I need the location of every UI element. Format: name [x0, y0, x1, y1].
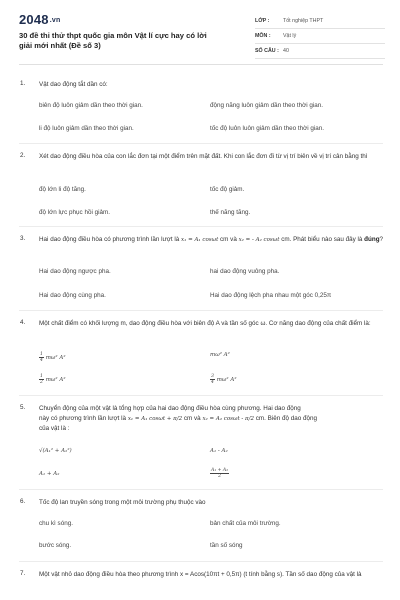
question-separator [19, 143, 383, 144]
question-text-line [39, 414, 384, 424]
question-text: Vật dao động tắt dần có: [39, 81, 108, 88]
denominator: 4 [211, 380, 214, 385]
question-text-line: của vật là : [39, 425, 70, 432]
question-separator [19, 489, 383, 490]
numerator: A₁ + A₂ [211, 468, 229, 473]
option-a[interactable]: độ lớn li độ tăng. [39, 186, 86, 193]
question-text-part: Hai dao động điều hòa có phương trình lần lượt là [39, 236, 180, 243]
numerator: 3 [211, 374, 214, 379]
option-d[interactable] [210, 374, 237, 385]
header [0, 0, 400, 64]
meta-row-subject [255, 29, 385, 44]
question-number: 6. [20, 498, 26, 505]
meta-row-count [255, 44, 385, 59]
option-d[interactable] [210, 468, 229, 479]
fraction [210, 374, 215, 385]
question-text: Một chất điểm có khối lượng m, dao động điều hòa với biên độ A và tần số góc ω. Cơ năng dao động của chất điểm là: [39, 320, 371, 327]
question-text-part: cm và [183, 415, 201, 422]
option-d[interactable]: Hai dao động lệch pha nhau một góc 0,25π [210, 292, 332, 299]
formula: mω² A² [45, 377, 66, 383]
option-c[interactable]: li độ luôn giảm dần theo thời gian. [39, 125, 134, 132]
question-number: 1. [20, 80, 26, 87]
fraction [39, 352, 44, 363]
document-meta [255, 14, 385, 59]
option-b[interactable]: A₁ - A₂ [210, 448, 228, 454]
question-separator [19, 226, 383, 227]
option-a[interactable]: Hai dao động ngược pha. [39, 268, 111, 275]
question-text-part: này có phương trình lần lượt là [39, 415, 127, 422]
logo-text: 2048 [19, 12, 49, 27]
question-text: Tốc độ lan truyền sóng trong một môi trường phụ thuộc vào [39, 499, 206, 506]
emphasis-text: đúng [364, 236, 380, 243]
numerator: 1 [40, 374, 43, 379]
question-text: Xét dao động điều hòa của con lắc đơn tại một điểm trên mặt đất. Khi con lắc đơn đi từ vị trí biên về vị trí cân bằng thì [39, 153, 368, 160]
meta-label: SỐ CÂU : [255, 48, 279, 54]
question-text-part: cm. Biên độ dao động [255, 415, 318, 422]
formula: mω² A² [210, 352, 230, 358]
question-text-part: cm. Phát biểu nào sau đây là [281, 236, 363, 243]
option-c[interactable]: A₁ + A₂ [39, 471, 60, 477]
question-number: 7. [20, 570, 26, 577]
site-logo[interactable] [19, 12, 60, 27]
question-number: 4. [20, 319, 26, 326]
option-a[interactable]: biên độ luôn giảm dần theo thời gian. [39, 102, 143, 109]
meta-value: Tốt nghiệp THPT [283, 18, 324, 24]
option-a[interactable]: chu kì sóng. [39, 520, 73, 527]
fraction [210, 468, 229, 479]
option-d[interactable]: thế năng tăng. [210, 209, 251, 216]
option-d[interactable]: tốc độ luôn luôn giảm dần theo thời gian. [210, 125, 325, 132]
meta-row-class [255, 14, 385, 29]
option-b[interactable]: hai dao động vuông pha. [210, 268, 280, 275]
meta-value: Vật lý [283, 33, 297, 39]
option-a[interactable]: √(A₁² + A₂²) [39, 448, 72, 454]
meta-value: 40 [283, 48, 289, 54]
question-number: 3. [20, 235, 26, 242]
logo-suffix: .vn [49, 17, 61, 24]
formula: mω² A² [45, 355, 66, 361]
denominator: 2 [40, 380, 43, 385]
option-c[interactable]: bước sóng. [39, 542, 72, 549]
question-number: 5. [20, 404, 26, 411]
question-number: 2. [20, 152, 26, 159]
fraction [39, 374, 44, 385]
option-c[interactable]: Hai dao động cùng pha. [39, 292, 106, 299]
numerator: 1 [40, 352, 43, 357]
formula: mω² A² [216, 377, 237, 383]
document-title: 30 đề thi thử thpt quốc gia môn Vật lí cực hay có lời giải mới nhất (Đề số 3) [19, 31, 207, 50]
option-c[interactable]: độ lớn lực phục hồi giảm. [39, 209, 110, 216]
denominator: 2 [218, 474, 222, 479]
option-d[interactable]: tần số sóng [210, 542, 243, 549]
option-c[interactable] [39, 374, 66, 385]
option-b[interactable]: bản chất của môi trường. [210, 520, 281, 527]
meta-label: LỚP : [255, 18, 270, 24]
equation-x1: x₁ = A₁ cosωt + π/2 [127, 416, 183, 422]
option-a[interactable] [39, 352, 66, 363]
question-text [39, 404, 384, 434]
question-text [39, 235, 384, 245]
option-b[interactable]: tốc độ giảm. [210, 186, 245, 193]
question-separator [19, 561, 383, 562]
equation-x1: x₁ = A₁ cosωt [181, 237, 219, 243]
option-b[interactable] [210, 352, 230, 358]
denominator: 4 [40, 358, 43, 363]
header-divider [19, 64, 383, 65]
question-text-part: cm và [220, 236, 237, 243]
question-separator [19, 310, 383, 311]
question-text: Một vật nhỏ dao động điều hòa theo phương trình x = Acos(10πt + 0,5π) (t tính bằng s). Tần số dao động của vật là [39, 571, 362, 578]
option-b[interactable]: động năng luôn giảm dần theo thời gian. [210, 102, 324, 109]
question-text-line: Chuyển động của một vật là tổng hợp của hai dao động điều hòa cùng phương. Hai dao động [39, 405, 301, 412]
meta-label: MÔN : [255, 33, 271, 39]
question-separator [19, 395, 383, 396]
equation-x2: x₂ = A₂ cosωt - π/2 [202, 416, 255, 422]
equation-x2: x₂ = - A₂ cosωt [238, 237, 280, 243]
question-text-part: ? [379, 236, 384, 243]
